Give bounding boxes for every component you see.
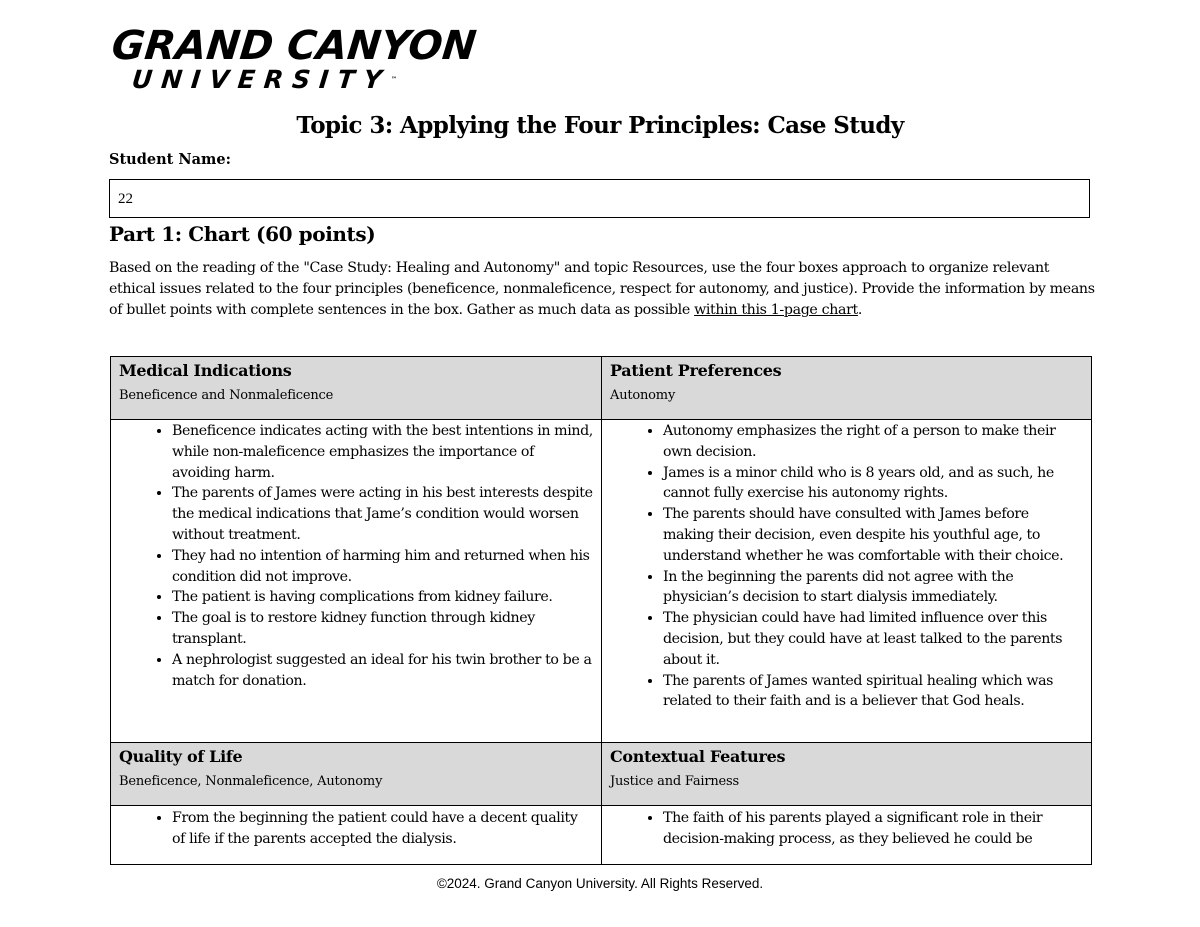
contextual-features-title: Contextual Features <box>610 747 786 766</box>
list-item: • James is a minor child who is 8 years old, and as such, he cannot fully exercise his autonomy rights. <box>663 463 1083 505</box>
chart-header-row-top <box>111 357 1092 420</box>
list-item: • The faith of his parents played a significant role in their decision-making process, as they believed he could be <box>663 808 1083 850</box>
chart-body-row-top <box>111 420 1092 743</box>
four-box-chart <box>110 356 1092 865</box>
list-item: • They had no intention of harming him and returned when his condition did not improve. <box>172 546 593 588</box>
list-item: • From the beginning the patient could have a decent quality of life if the parents accepted the dialysis. <box>172 808 593 850</box>
medical-indications-list <box>111 420 601 691</box>
patient-preferences-title: Patient Preferences <box>610 361 782 380</box>
logo-line2 <box>131 66 434 94</box>
contextual-features-list <box>602 806 1091 850</box>
quality-of-life-subtitle: Beneficence, Nonmaleficence, Autonomy <box>119 774 383 789</box>
part1-heading: Part 1: Chart (60 points) <box>109 222 376 246</box>
list-item: • In the beginning the parents did not agree with the physician’s decision to start dialysis immediately. <box>663 567 1083 609</box>
instructions-end: . <box>857 302 863 318</box>
university-logo <box>109 23 479 94</box>
list-item: • Autonomy emphasizes the right of a person to make their own decision. <box>663 421 1083 463</box>
instructions-text: Based on the reading of the "Case Study: Healing and Autonomy" and topic Resources, use the four boxes approach to organize relevant ethical issues related to the four principles (beneficence, nonmaleficence, respect for autonomy, and justice). Provide the information by means of bullet points with complete sentences in the box. Gather as much data as possible <box>109 260 1095 318</box>
student-name-value: 22 <box>118 191 133 207</box>
contextual-features-cell[interactable] <box>602 806 1092 865</box>
student-name-label: Student Name: <box>109 151 231 168</box>
list-item: • The patient is having complications from kidney failure. <box>172 587 593 608</box>
logo-line1: GRAND CANYON <box>109 23 479 69</box>
list-item: • The physician could have had limited influence over this decision, but they could have at least talked to the parents about it. <box>663 608 1083 670</box>
chart-header-row-bottom <box>111 743 1092 806</box>
student-name-field[interactable] <box>109 179 1090 218</box>
quality-of-life-header <box>111 743 602 806</box>
list-item: • The parents of James wanted spiritual healing which was related to their faith and is a believer that God heals. <box>663 671 1083 713</box>
contextual-features-header <box>602 743 1092 806</box>
patient-preferences-subtitle: Autonomy <box>610 388 676 403</box>
medical-indications-cell[interactable] <box>111 420 602 743</box>
patient-preferences-list <box>602 420 1091 712</box>
list-item: • Beneficence indicates acting with the best intentions in mind, while non-maleficence emphasizes the importance of avoiding harm. <box>172 421 593 483</box>
logo-line2-text: UNIVERSITY <box>130 65 393 94</box>
instructions-paragraph <box>109 258 1099 321</box>
patient-preferences-header <box>602 357 1092 420</box>
patient-preferences-cell[interactable] <box>602 420 1092 743</box>
chart-body-row-bottom <box>111 806 1092 865</box>
copyright-footer: ©2024. Grand Canyon University. All Rights Reserved. <box>436 876 764 891</box>
contextual-features-subtitle: Justice and Fairness <box>610 774 739 789</box>
list-item: • A nephrologist suggested an ideal for his twin brother to be a match for donation. <box>172 650 593 692</box>
logo-trademark: ™ <box>390 76 398 83</box>
medical-indications-title: Medical Indications <box>119 361 292 380</box>
quality-of-life-list <box>111 806 601 850</box>
medical-indications-subtitle: Beneficence and Nonmaleficence <box>119 388 334 403</box>
instructions-underlined: within this 1-page chart <box>694 302 858 318</box>
quality-of-life-cell[interactable] <box>111 806 602 865</box>
medical-indications-header <box>111 357 602 420</box>
document-title: Topic 3: Applying the Four Principles: Case Study <box>296 112 904 139</box>
list-item: • The parents of James were acting in his best interests despite the medical indications that Jame’s condition would worsen without treatment. <box>172 483 593 545</box>
quality-of-life-title: Quality of Life <box>119 747 243 766</box>
list-item: • The parents should have consulted with James before making their decision, even despite his youthful age, to understand whether he was comfortable with their choice. <box>663 504 1083 566</box>
list-item: • The goal is to restore kidney function through kidney transplant. <box>172 608 593 650</box>
